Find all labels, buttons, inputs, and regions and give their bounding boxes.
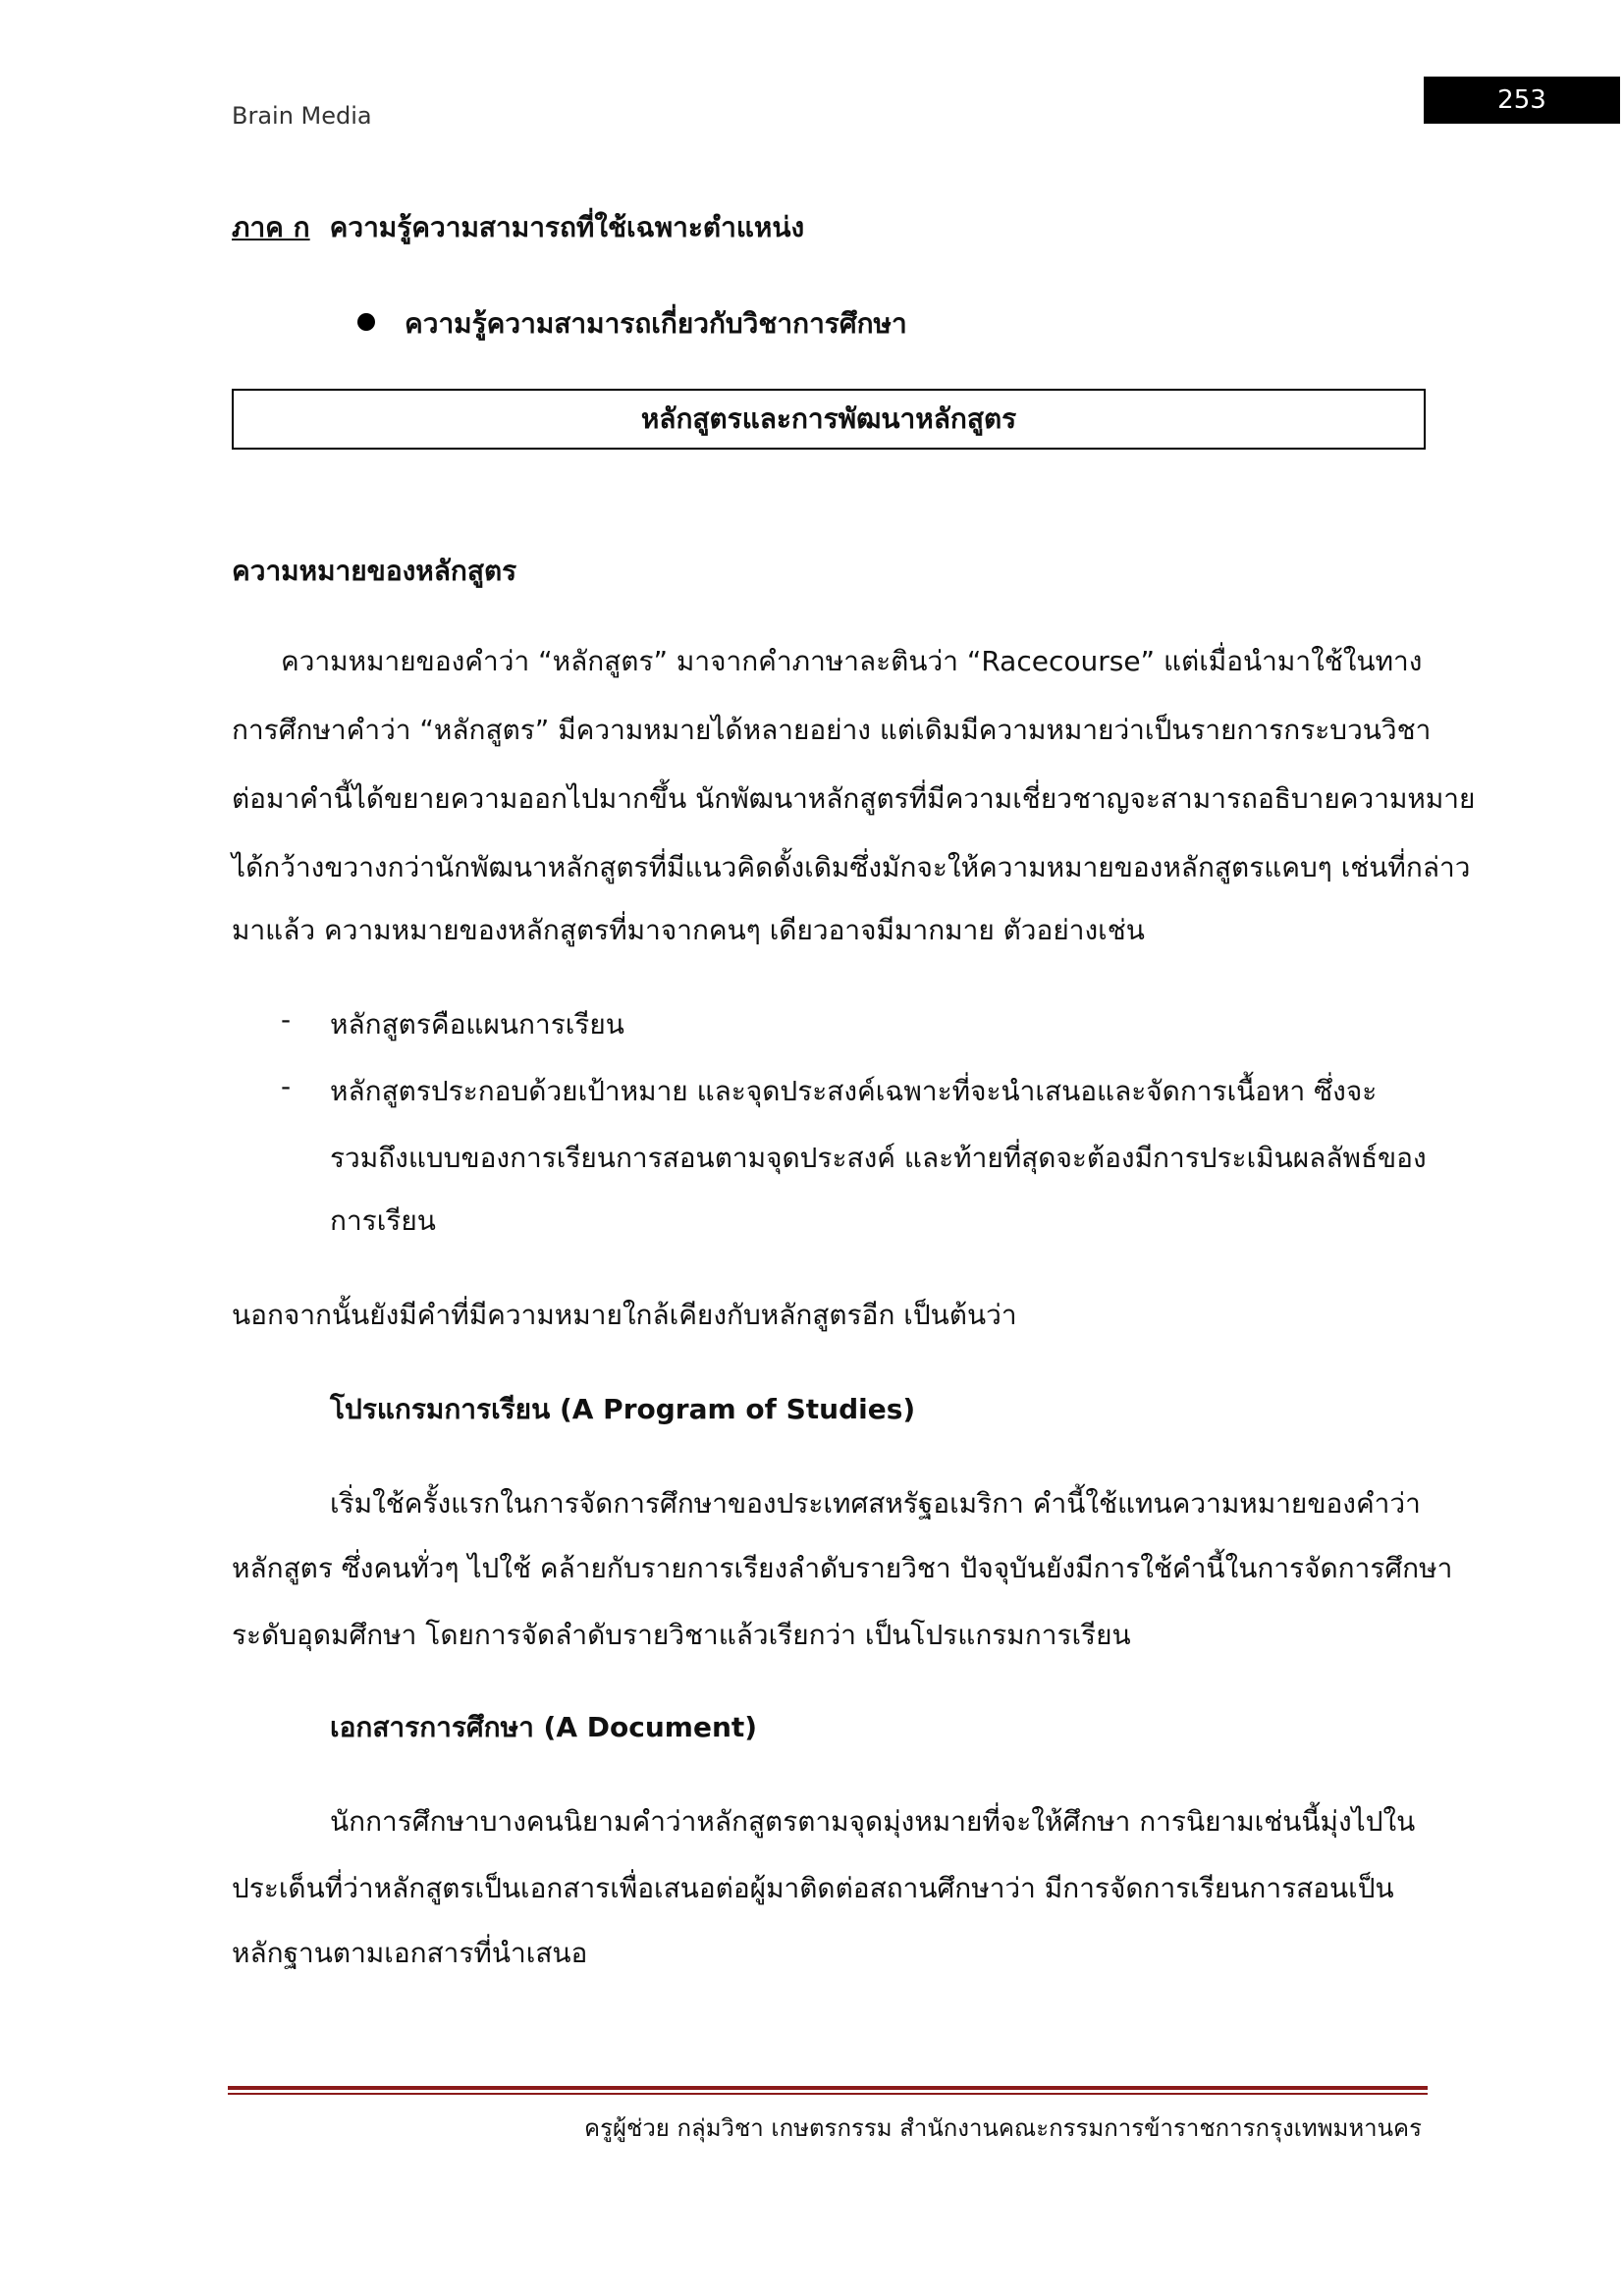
program-heading: โปรแกรมการเรียน (A Program of Studies) <box>330 1393 916 1425</box>
paragraph-line: การศึกษาคำว่า “หลักสูตร” มีความหมายได้หลายอย่าง แต่เดิมมีความหมายว่าเป็นรายการกระบวนวิชา <box>232 714 1432 746</box>
section-heading <box>232 206 804 249</box>
paragraph-line: มาแล้ว ความหมายของหลักสูตรที่มาจากคนๆ เดียวอาจมีมากมาย ตัวอย่างเช่น <box>232 914 1145 946</box>
paragraph-line: ได้กว้างขวางกว่านักพัฒนาหลักสูตรที่มีแนวคิดดั้งเดิมซึ่งมักจะให้ความหมายของหลักสูตรแคบๆ เช่นที่กล่าว <box>232 851 1471 883</box>
list-item-continued: การเรียน <box>330 1204 436 1237</box>
list-item: หลักสูตรคือแผนการเรียน <box>330 1008 624 1041</box>
footer-divider-thin <box>228 2093 1428 2095</box>
document-heading: เอกสารการศึกษา (A Document) <box>330 1711 758 1743</box>
paragraph-line: หลักฐานตามเอกสารที่นำเสนอ <box>232 1937 588 1969</box>
list-item-continued: รวมถึงแบบของการเรียนการสอนตามจุดประสงค์ และท้ายที่สุดจะต้องมีการประเมินผลลัพธ์ของ <box>330 1142 1427 1174</box>
list-dash: - <box>281 1003 292 1036</box>
footer-divider <box>228 2086 1428 2090</box>
paragraph-line: นอกจากนั้นยังมีคำที่มีความหมายใกล้เคียงกับหลักสูตรอีก เป็นต้นว่า <box>232 1299 1017 1331</box>
paragraph-line: ต่อมาคำนี้ได้ขยายความออกไปมากขึ้น นักพัฒนาหลักสูตรที่มีความเชี่ยวชาญจะสามารถอธิบายความหมาย <box>232 782 1476 815</box>
bullet-heading <box>357 302 907 346</box>
paragraph-line: ประเด็นที่ว่าหลักสูตรเป็นเอกสารเพื่อเสนอต่อผู้มาติดต่อสถานศึกษาว่า มีการจัดการเรียนการสอนเป็น <box>232 1872 1394 1904</box>
header-brand: Brain Media <box>232 102 372 130</box>
topic-title-box: หลักสูตรและการพัฒนาหลักสูตร <box>232 389 1426 450</box>
part-title: ความรู้ความสามารถที่ใช้เฉพาะตำแหน่ง <box>329 211 805 243</box>
page-number: 253 <box>1424 77 1620 124</box>
paragraph-line: หลักสูตร ซึ่งคนทั่วๆ ไปใช้ คล้ายกับรายการเรียงลำดับรายวิชา ปัจจุบันยังมีการใช้คำนี้ในการจัดการศึกษา <box>232 1552 1453 1584</box>
list-item: หลักสูตรประกอบด้วยเป้าหมาย และจุดประสงค์เฉพาะที่จะนำเสนอและจัดการเนื้อหา ซึ่งจะ <box>330 1075 1378 1107</box>
bullet-title: ความรู้ความสามารถเกี่ยวกับวิชาการศึกษา <box>405 307 907 340</box>
paragraph-line: ระดับอุดมศึกษา โดยการจัดลำดับรายวิชาแล้วเรียกว่า เป็นโปรแกรมการเรียน <box>232 1619 1131 1651</box>
bullet-icon <box>357 313 375 331</box>
paragraph-line: นักการศึกษาบางคนนิยามคำว่าหลักสูตรตามจุดมุ่งหมายที่จะให้ศึกษา การนิยามเช่นนี้มุ่งไปใน <box>330 1805 1416 1838</box>
paragraph-line: เริ่มใช้ครั้งแรกในการจัดการศึกษาของประเทศสหรัฐอเมริกา คำนี้ใช้แทนความหมายของคำว่า <box>330 1487 1421 1520</box>
footer-text: ครูผู้ช่วย กลุ่มวิชา เกษตรกรรม สำนักงานคณะกรรมการข้าราชการกรุงเทพมหานคร <box>584 2114 1422 2142</box>
part-label: ภาค ก <box>232 211 310 243</box>
meaning-heading: ความหมายของหลักสูตร <box>232 555 517 587</box>
paragraph-line: ความหมายของคำว่า “หลักสูตร” มาจากคำภาษาละตินว่า “Racecourse” แต่เมื่อนำมาใช้ในทาง <box>281 645 1423 677</box>
list-dash: - <box>281 1070 292 1102</box>
